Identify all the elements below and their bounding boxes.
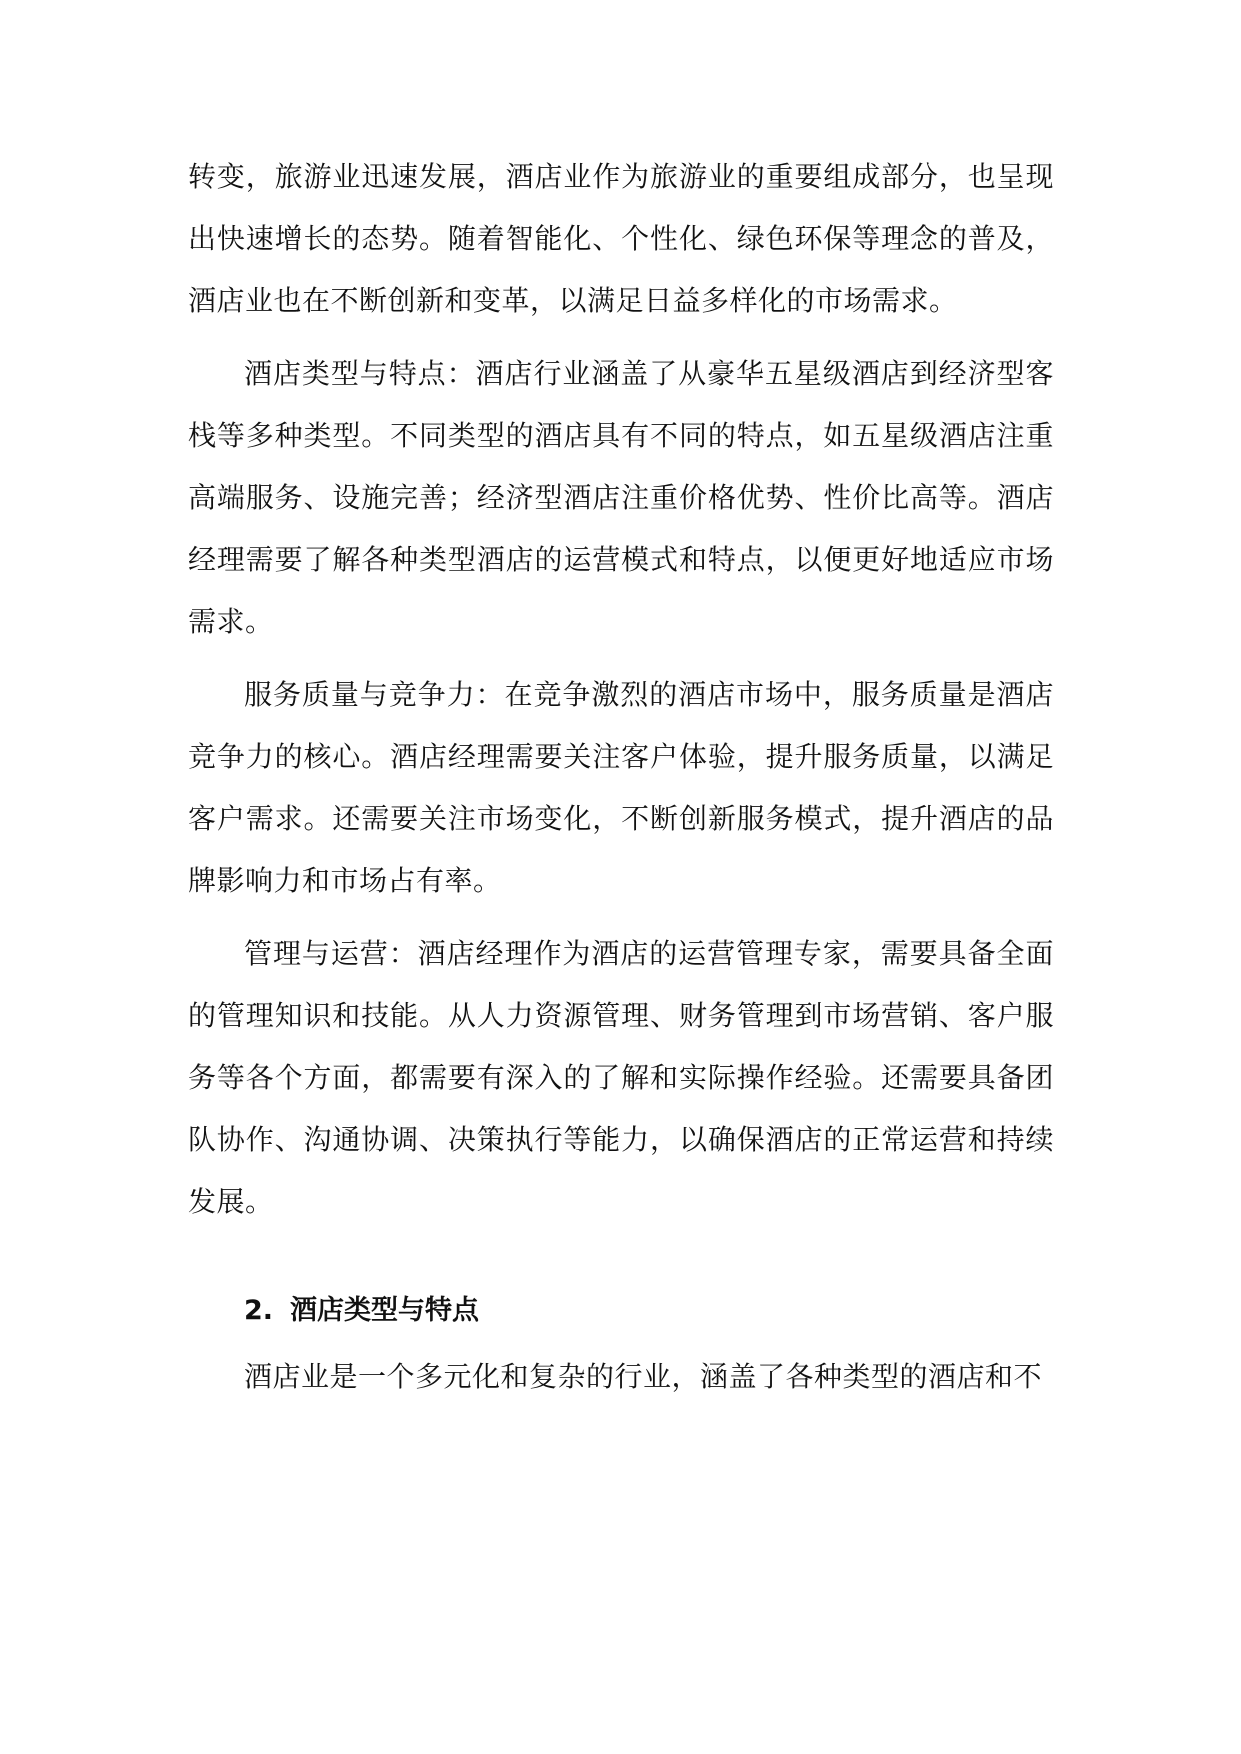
paragraph-hotel-types: 酒店类型与特点：酒店行业涵盖了从豪华五星级酒店到经济型客栈等多种类型。不同类型的酒店具有不同的特点，如五星级酒店注重高端服务、设施完善；经济型酒店注重价格优势、性价比高等。酒店经理需要了解各种类型酒店的运营模式和特点，以便更好地适应市场需求。: [188, 357, 1054, 638]
section-number: 2.: [244, 1295, 274, 1326]
paragraph-management: 管理与运营：酒店经理作为酒店的运营管理专家，需要具备全面的管理知识和技能。从人力资源管理、财务管理到市场营销、客户服务等各个方面，都需要有深入的了解和实际操作经验。还需要具备团队协作、沟通协调、决策执行等能力，以确保酒店的正常运营和持续发展。: [188, 937, 1054, 1218]
section-paragraph: 酒店业是一个多元化和复杂的行业，涵盖了各种类型的酒店和不: [244, 1360, 1043, 1393]
section-heading: [244, 1280, 1054, 1342]
paragraph-continued: 转变，旅游业迅速发展，酒店业作为旅游业的重要组成部分，也呈现出快速增长的态势。随着智能化、个性化、绿色环保等理念的普及，酒店业也在不断创新和变革，以满足日益多样化的市场需求。: [188, 160, 1054, 317]
section-title: 酒店类型与特点: [290, 1295, 479, 1326]
paragraph-service-quality: 服务质量与竞争力：在竞争激烈的酒店市场中，服务质量是酒店竞争力的核心。酒店经理需要关注客户体验，提升服务质量，以满足客户需求。还需要关注市场变化，不断创新服务模式，提升酒店的品牌影响力和市场占有率。: [188, 678, 1054, 897]
document-body: [188, 146, 1054, 1419]
